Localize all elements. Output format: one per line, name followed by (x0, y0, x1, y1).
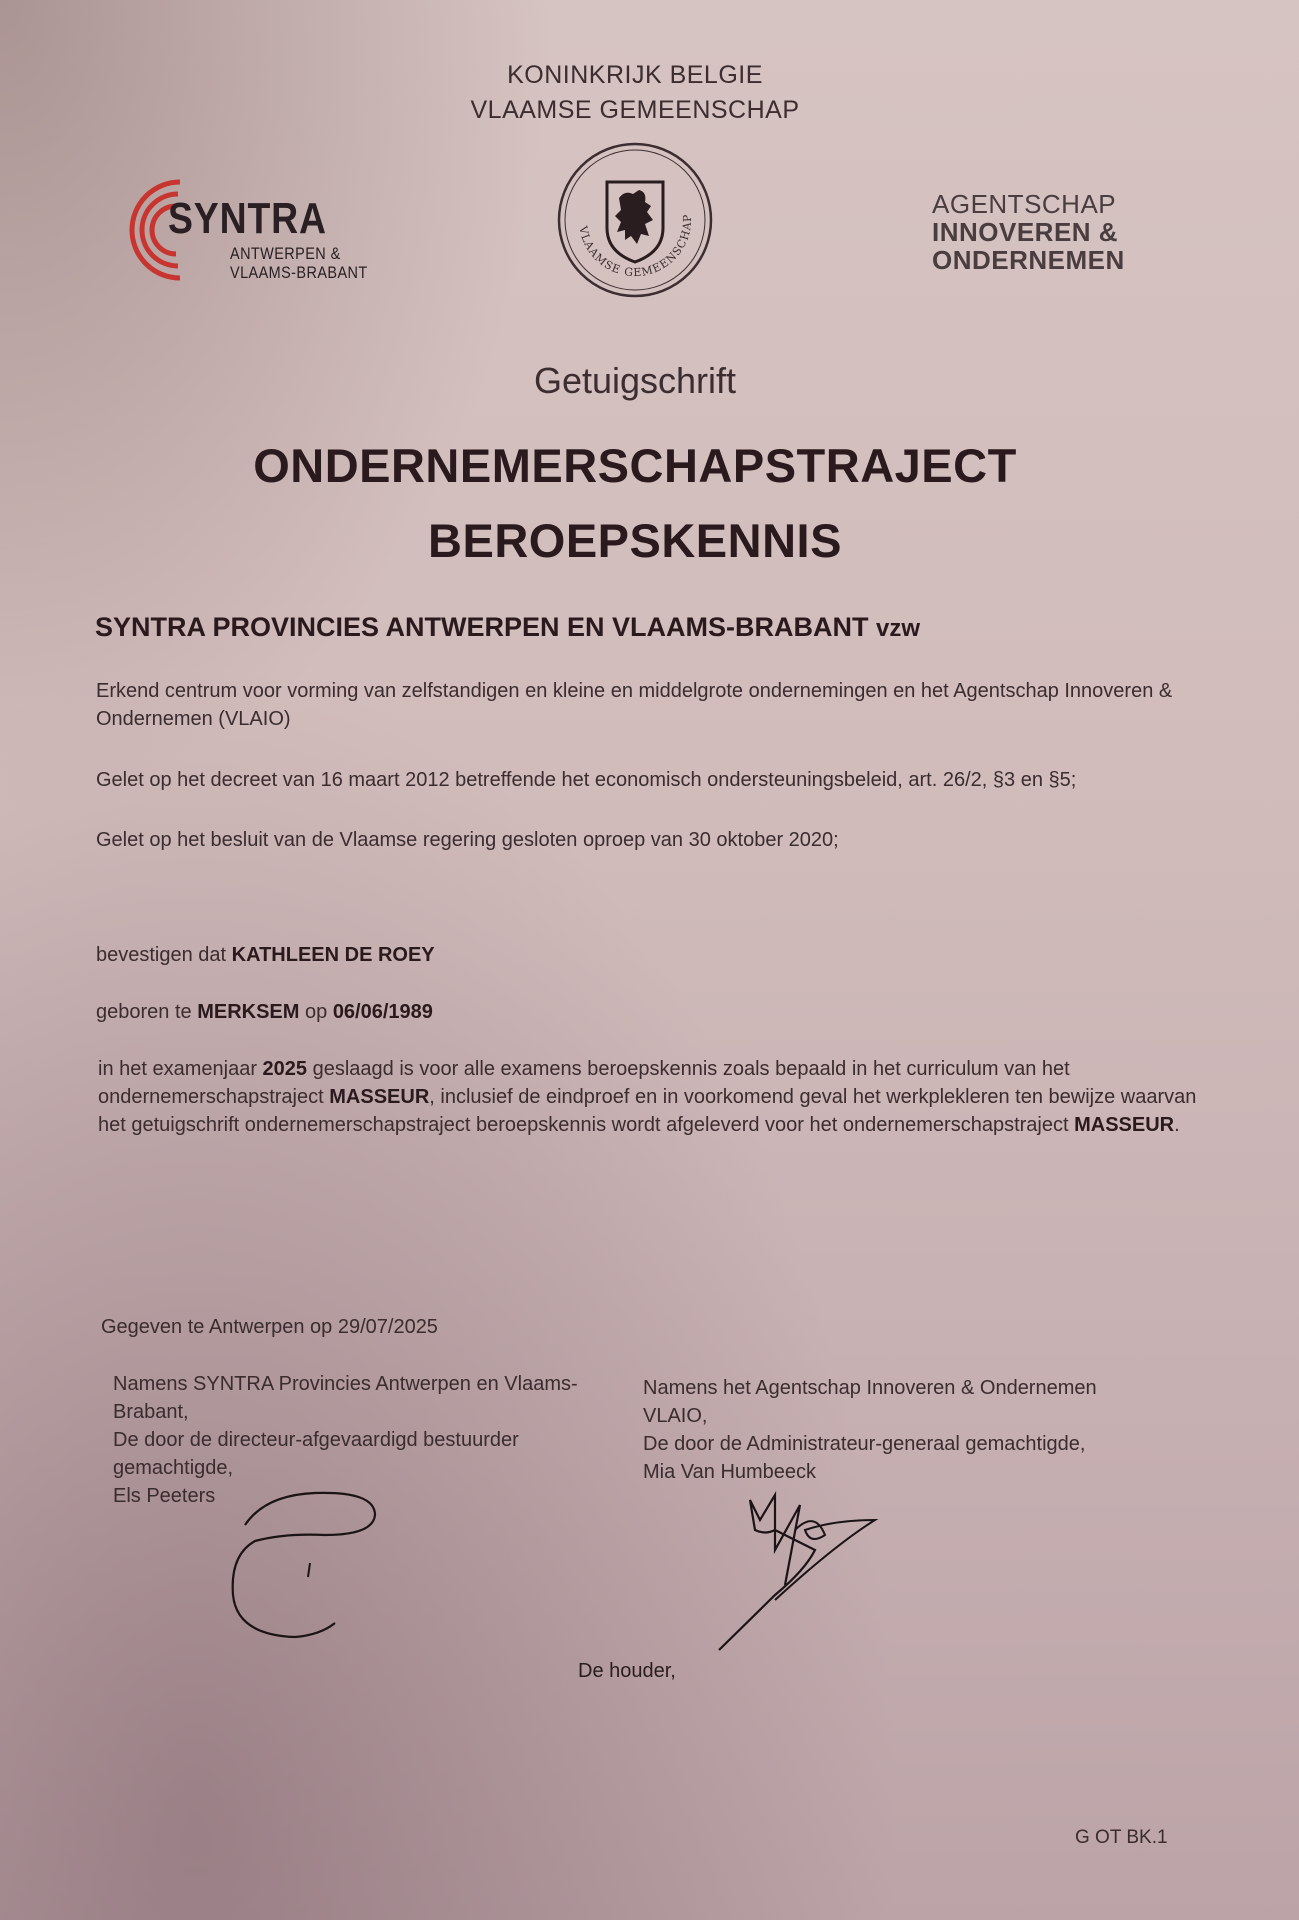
agentschap-line1: AGENTSCHAP (932, 189, 1117, 219)
organization-text: SYNTRA PROVINCIES ANTWERPEN EN VLAAMS-BRABANT (95, 612, 869, 642)
born-prefix: geboren te (96, 1001, 192, 1023)
trajectory-name: MASSEUR (329, 1086, 430, 1108)
lion-seal-icon (555, 140, 715, 300)
vlaamse-gemeenschap-seal (555, 140, 715, 300)
title-line2: BEROEPSKENNIS (428, 514, 842, 567)
issuing-authority (0, 58, 1270, 128)
exam-year: 2025 (262, 1058, 308, 1080)
vlaio-signatory-block (643, 1374, 1203, 1486)
organization-name (95, 612, 920, 643)
exam-text2: , inclusief de eindproef en in voorkomend geval het werkplekleren ten bewijze waarvan het getuigschrift ondernemerschapstraject beroepskennis wordt afgeleverd voor het ondernemerschapstraject (98, 1086, 1197, 1136)
exam-text1: geslaagd is voor alle examens beroepskennis zoals bepaald in het curriculum van het ondernemerschapstraject (98, 1058, 1070, 1108)
left-signatory-line3: De door de directeur-afgevaardigd bestuurder (113, 1429, 519, 1451)
syntra-logo (118, 172, 398, 292)
els-peeters-signature (225, 1485, 395, 1645)
seal-text: VLAAMSE GEMEENSCHAP (576, 213, 695, 280)
community-line: VLAAMSE GEMEENSCHAP (470, 96, 800, 124)
birthdate: 06/06/1989 (332, 1001, 433, 1023)
syntra-region-line2: VLAAMS-BRABANT (230, 263, 368, 282)
exam-paragraph (98, 1055, 1208, 1139)
holder-name: KATHLEEN DE ROEY (231, 944, 435, 966)
birth-line (96, 998, 1206, 1026)
title-line1: ONDERNEMERSCHAPSTRAJECT (253, 439, 1017, 492)
right-signatory-line3: De door de Administrateur-generaal gemachtigde, (643, 1433, 1086, 1455)
decision-paragraph: Gelet op het besluit van de Vlaamse regering gesloten oproep van 30 oktober 2020; (96, 829, 839, 851)
mia-van-humbeeck-signature (715, 1490, 895, 1655)
left-signatory-name: Els Peeters (113, 1485, 216, 1507)
syntra-wordmark: SYNTRA (168, 194, 327, 243)
kingdom-line: KONINKRIJK BELGIE (507, 61, 763, 89)
agentschap-logo (932, 190, 1125, 274)
issued-line: Gegeven te Antwerpen op 29/07/2025 (101, 1316, 438, 1338)
holder-signature-label: De houder, (578, 1660, 676, 1682)
left-signatory-line4: gemachtigde, (113, 1457, 234, 1479)
recognition-paragraph: Erkend centrum voor vorming van zelfstandigen en kleine en middelgrote ondernemingen en het Agentschap Innoveren & Ondernemen (VLAIO) (96, 680, 1173, 730)
syntra-region-line1: ANTWERPEN & (230, 244, 341, 263)
born-on: op (305, 1001, 328, 1023)
decree-paragraph: Gelet op het decreet van 16 maart 2012 betreffende het economisch ondersteuningsbeleid, art. 26/2, §3 en §5; (96, 769, 1077, 791)
trajectory-name-repeat: MASSEUR (1074, 1114, 1175, 1136)
certificate-subtitle: Getuigschrift (533, 360, 737, 401)
right-signatory-line2: VLAIO, (643, 1405, 708, 1427)
document-code: G OT BK.1 (1075, 1827, 1168, 1848)
right-signatory-line1: Namens het Agentschap Innoveren & Ondernemen (643, 1377, 1097, 1399)
exam-end: . (1174, 1114, 1180, 1136)
exam-prefix: in het examenjaar (98, 1058, 257, 1080)
agentschap-line2: INNOVEREN & (932, 217, 1119, 247)
birthplace: MERKSEM (197, 1001, 300, 1023)
organization-suffix: vzw (876, 615, 921, 642)
agentschap-line3: ONDERNEMEN (932, 245, 1125, 275)
left-signatory-line2: Brabant, (113, 1401, 189, 1423)
certificate-title (0, 428, 1270, 578)
confirm-prefix: bevestigen dat (96, 944, 227, 966)
confirmation-line (96, 941, 1206, 969)
left-signatory-line1: Namens SYNTRA Provincies Antwerpen en Vlaams- (113, 1373, 578, 1395)
right-signatory-name: Mia Van Humbeeck (643, 1461, 817, 1483)
